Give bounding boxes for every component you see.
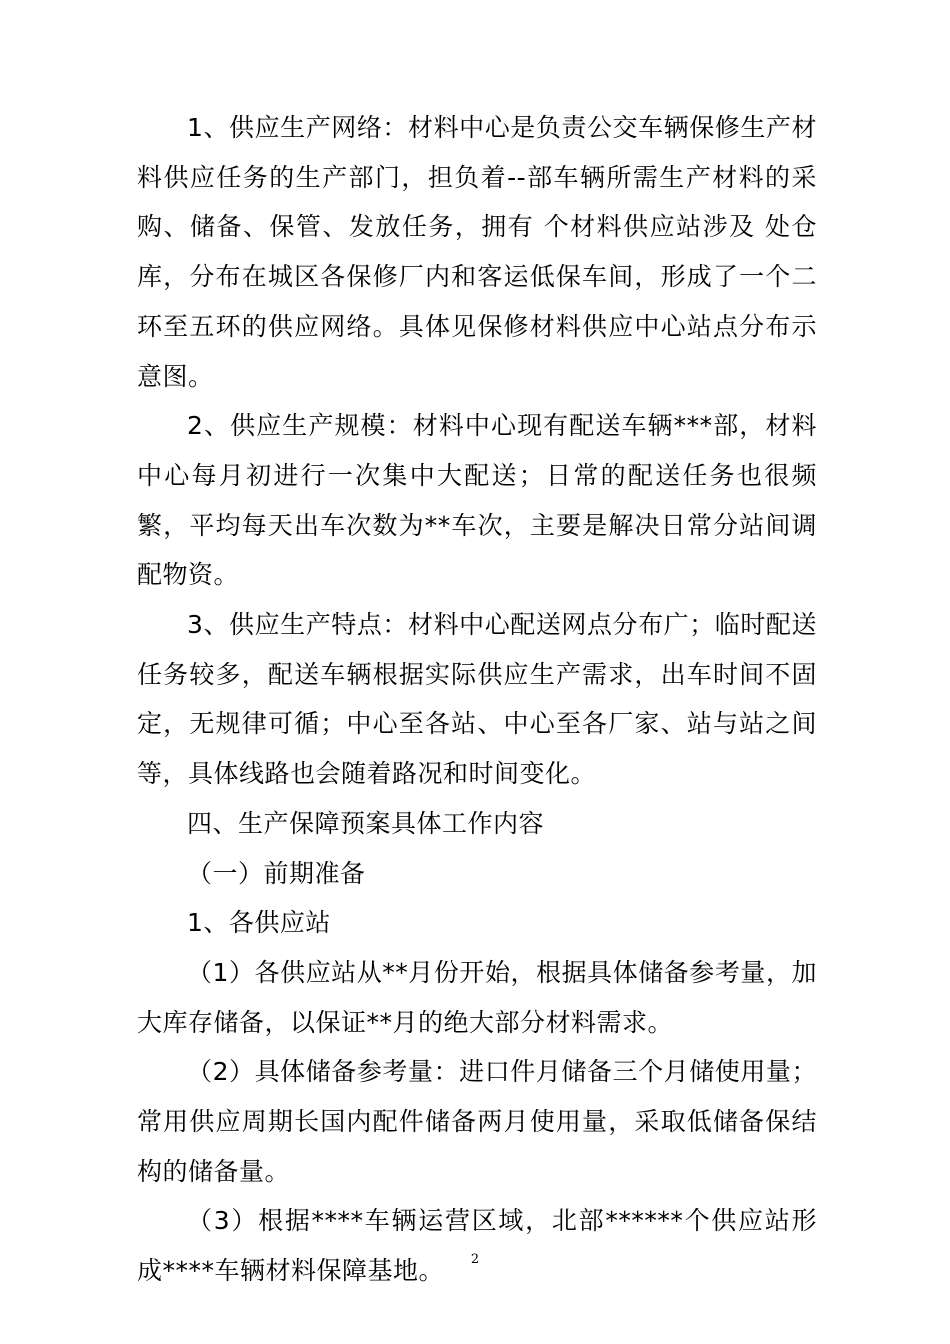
section-heading: 四、生产保障预案具体工作内容 [187,808,545,838]
paragraph-item-2: （2）具体储备参考量：进口件月储备三个月储使用量；常用供应周期长国内配件储备两月使用量，采取低储备保结构的储备量。 [137,1057,817,1186]
paragraph-supply-features: 3、供应生产特点：材料中心配送网点分布广；临时配送任务较多，配送车辆根据实际供应生产需求，出车时间不固定，无规律可循；中心至各站、中心至各厂家、站与站之间等，具体线路也会随着路况和时间变化。 [137,610,817,789]
paragraph-item-3: （3）根据****车辆运营区域，北部******个供应站形成****车辆材料保障基地。 [137,1206,817,1286]
subsection-heading: （一）前期准备 [187,858,366,888]
paragraph-supply-network: 1、供应生产网络：材料中心是负责公交车辆保修生产材料供应任务的生产部门，担负着--部车辆所需生产材料的采购、储备、保管、发放任务，拥有 个材料供应站涉及 处仓库，分布在城区各保修厂内和客运低保车间，形成了一个二环至五环的供应网络。具体见保修材料供应中心站点分布示意图。 [137,113,817,391]
body-text [137,103,817,1296]
paragraph-item-1: （1）各供应站从**月份开始，根据具体储备参考量，加大库存储备，以保证**月的绝大部分材料需求。 [137,957,817,1037]
page-number: 2 [470,1252,480,1267]
paragraph-supply-scale: 2、供应生产规模：材料中心现有配送车辆***部，材料中心每月初进行一次集中大配送；日常的配送任务也很频繁，平均每天出车次数为**车次，主要是解决日常分站间调配物资。 [137,411,817,590]
item-heading: 1、各供应站 [187,908,331,938]
